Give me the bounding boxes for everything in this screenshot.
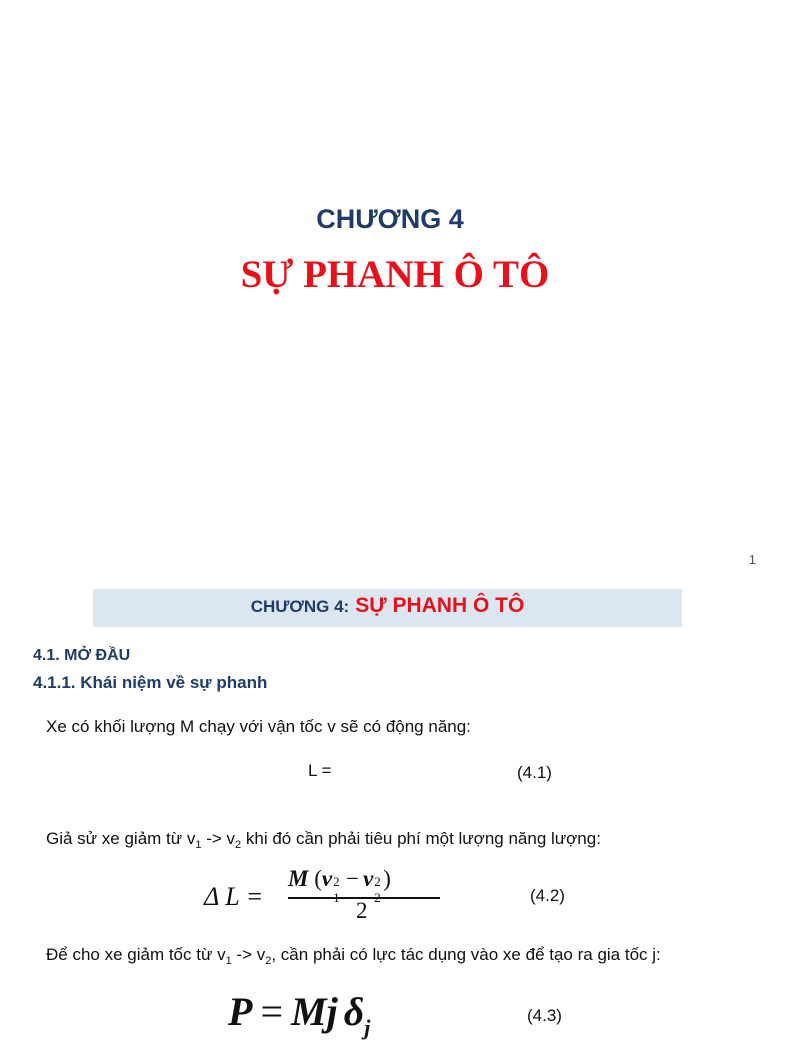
paragraph-braking-force: Để cho xe giảm tốc từ $v_1 -> v_2$, cần phải có lực tác dụng vào xe để tạo ra gia tốc j:	[46, 945, 661, 967]
subsection-heading: 4.1.1. Khái niệm về sự phanh	[33, 673, 268, 692]
equation-4-1-lhs: L =	[308, 761, 332, 780]
eq-4-2-lhs: Δ L =	[204, 882, 264, 911]
equation-4-3: P = Mj $\delta_j$	[228, 989, 371, 1040]
page-number: 1	[748, 552, 756, 567]
section-heading: 4.1. MỞ ĐẦU	[33, 647, 131, 664]
equation-4-2-number: (4.2)	[530, 886, 565, 905]
chapter-number: CHƯƠNG 4	[316, 204, 464, 234]
eq-4-2-numerator: M (v 2 − v 2 )	[288, 866, 391, 891]
paragraph-energy-loss: Giả sử xe giảm từ $v_1 -> v_2$ khi đó cần phải tiêu phí một lượng năng lượng:	[46, 829, 601, 851]
equation-4-2	[204, 866, 454, 926]
banner-title: SỰ PHANH Ô TÔ	[355, 594, 525, 617]
paragraph-kinetic-energy: Xe có khối lượng M chạy với vận tốc v sẽ có động năng:	[46, 717, 471, 736]
banner-chapter: CHƯƠNG 4:	[250, 597, 350, 616]
equation-4-1-number: (4.1)	[517, 763, 552, 782]
chapter-title: SỰ PHANH Ô TÔ	[240, 253, 550, 296]
equation-4-3-number: (4.3)	[527, 1006, 562, 1025]
chapter-banner	[93, 589, 682, 627]
eq-4-2-denominator: 2	[356, 898, 368, 923]
